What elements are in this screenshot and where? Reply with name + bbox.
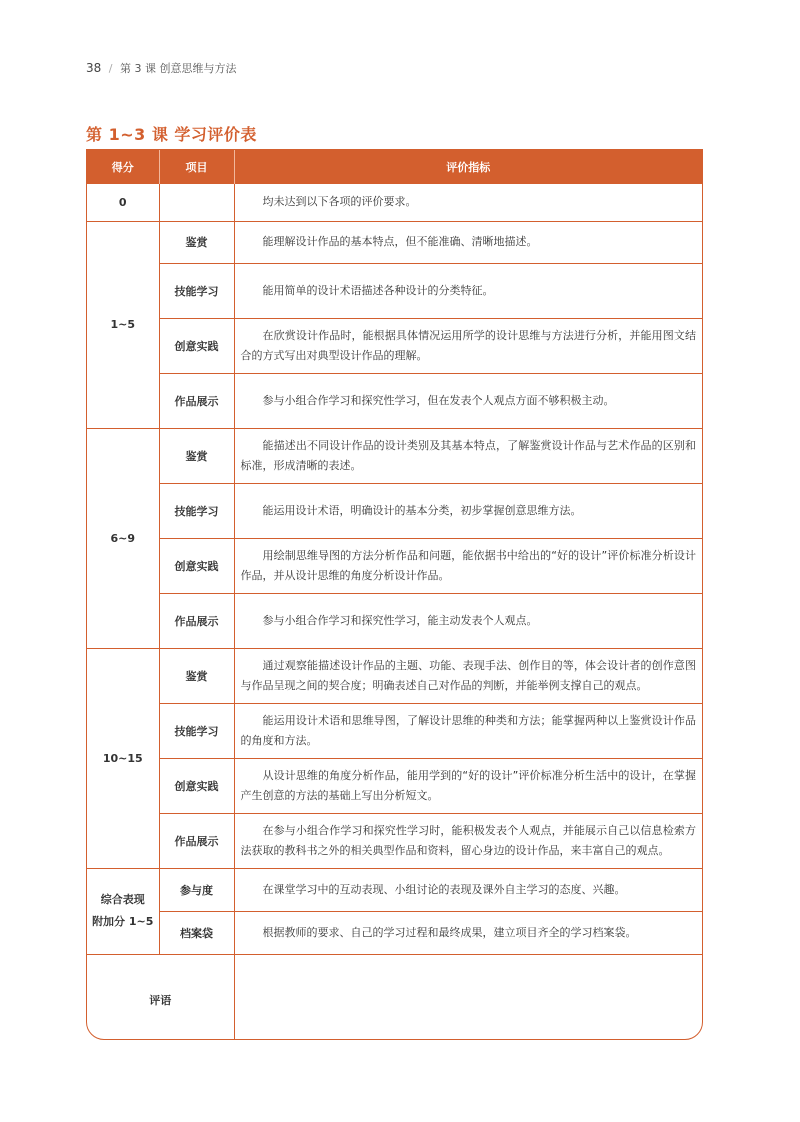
score-cell — [87, 868, 159, 954]
item-cell: 作品展示 — [159, 813, 234, 868]
table-row — [87, 648, 702, 703]
table-row — [87, 428, 702, 483]
page-header — [86, 60, 237, 76]
criteria-cell: 能描述出不同设计作品的设计类别及其基本特点，了解鉴赏设计作品与艺术作品的区别和标准，形成清晰的表述。 — [234, 428, 702, 483]
criteria-cell: 能用简单的设计术语描述各种设计的分类特征。 — [234, 263, 702, 318]
criteria-cell: 参与小组合作学习和探究性学习，能主动发表个人观点。 — [234, 593, 702, 648]
criteria-cell: 能运用设计术语和思维导图，了解设计思维的种类和方法；能掌握两种以上鉴赏设计作品的角度和方法。 — [234, 703, 702, 758]
score-cell: 1~5 — [87, 221, 159, 428]
score-cell: 6~9 — [87, 428, 159, 648]
table-row — [87, 538, 702, 593]
score-cell: 10~15 — [87, 648, 159, 868]
comment-label: 评语 — [87, 954, 234, 1040]
item-cell: 作品展示 — [159, 373, 234, 428]
score-label-line1: 综合表现 — [100, 893, 145, 906]
table-row — [87, 813, 702, 868]
evaluation-table — [86, 149, 703, 1040]
item-cell: 作品展示 — [159, 593, 234, 648]
page-number: 38 — [86, 61, 102, 75]
criteria-cell: 能运用设计术语，明确设计的基本分类，初步掌握创意思维方法。 — [234, 483, 702, 538]
table-row — [87, 911, 702, 954]
header-criteria: 评价指标 — [234, 150, 702, 184]
criteria-cell: 在课堂学习中的互动表现、小组讨论的表现及课外自主学习的态度、兴趣。 — [234, 868, 702, 911]
table-row — [87, 703, 702, 758]
item-cell: 参与度 — [159, 868, 234, 911]
criteria-cell: 通过观察能描述设计作品的主题、功能、表现手法、创作目的等，体会设计者的创作意图与作品呈现之间的契合度；明确表述自己对作品的判断，并能举例支撑自己的观点。 — [234, 648, 702, 703]
table-row — [87, 758, 702, 813]
score-label-line2: 附加分 1~5 — [92, 915, 154, 928]
table-row — [87, 318, 702, 373]
item-cell — [159, 184, 234, 221]
criteria-cell: 在参与小组合作学习和探究性学习时，能积极发表个人观点，并能展示自己以信息检索方法获取的教科书之外的相关典型作品和资料，留心身边的设计作品，来丰富自己的观点。 — [234, 813, 702, 868]
item-cell: 技能学习 — [159, 703, 234, 758]
header-item: 项目 — [159, 150, 234, 184]
criteria-cell: 能理解设计作品的基本特点，但不能准确、清晰地描述。 — [234, 221, 702, 263]
table-row — [87, 868, 702, 911]
criteria-cell: 参与小组合作学习和探究性学习，但在发表个人观点方面不够积极主动。 — [234, 373, 702, 428]
item-cell: 创意实践 — [159, 538, 234, 593]
item-cell: 技能学习 — [159, 263, 234, 318]
comment-row — [87, 954, 702, 1040]
header-score: 得分 — [87, 150, 159, 184]
criteria-cell: 从设计思维的角度分析作品，能用学到的“好的设计”评价标准分析生活中的设计，在掌握产生创意的方法的基础上写出分析短文。 — [234, 758, 702, 813]
lesson-title: 第 3 课 创意思维与方法 — [120, 62, 237, 75]
criteria-cell: 均未达到以下各项的评价要求。 — [234, 184, 702, 221]
table-row — [87, 593, 702, 648]
item-cell: 档案袋 — [159, 911, 234, 954]
table-row — [87, 221, 702, 263]
item-cell: 创意实践 — [159, 318, 234, 373]
score-cell: 0 — [87, 184, 159, 221]
table-row — [87, 483, 702, 538]
table-header-row — [87, 150, 702, 184]
criteria-cell: 在欣赏设计作品时，能根据具体情况运用所学的设计思维与方法进行分析，并能用图文结合的方式写出对典型设计作品的理解。 — [234, 318, 702, 373]
comment-field[interactable] — [234, 954, 702, 1040]
item-cell: 技能学习 — [159, 483, 234, 538]
header-separator: / — [108, 62, 113, 75]
table-row — [87, 263, 702, 318]
item-cell: 鉴赏 — [159, 428, 234, 483]
criteria-cell: 用绘制思维导图的方法分析作品和问题，能依据书中给出的“好的设计”评价标准分析设计作品，并从设计思维的角度分析设计作品。 — [234, 538, 702, 593]
criteria-cell: 根据教师的要求、自己的学习过程和最终成果，建立项目齐全的学习档案袋。 — [234, 911, 702, 954]
table-row — [87, 184, 702, 221]
table-row — [87, 373, 702, 428]
page-title: 第 1~3 课 学习评价表 — [86, 125, 257, 144]
item-cell: 鉴赏 — [159, 221, 234, 263]
item-cell: 创意实践 — [159, 758, 234, 813]
item-cell: 鉴赏 — [159, 648, 234, 703]
